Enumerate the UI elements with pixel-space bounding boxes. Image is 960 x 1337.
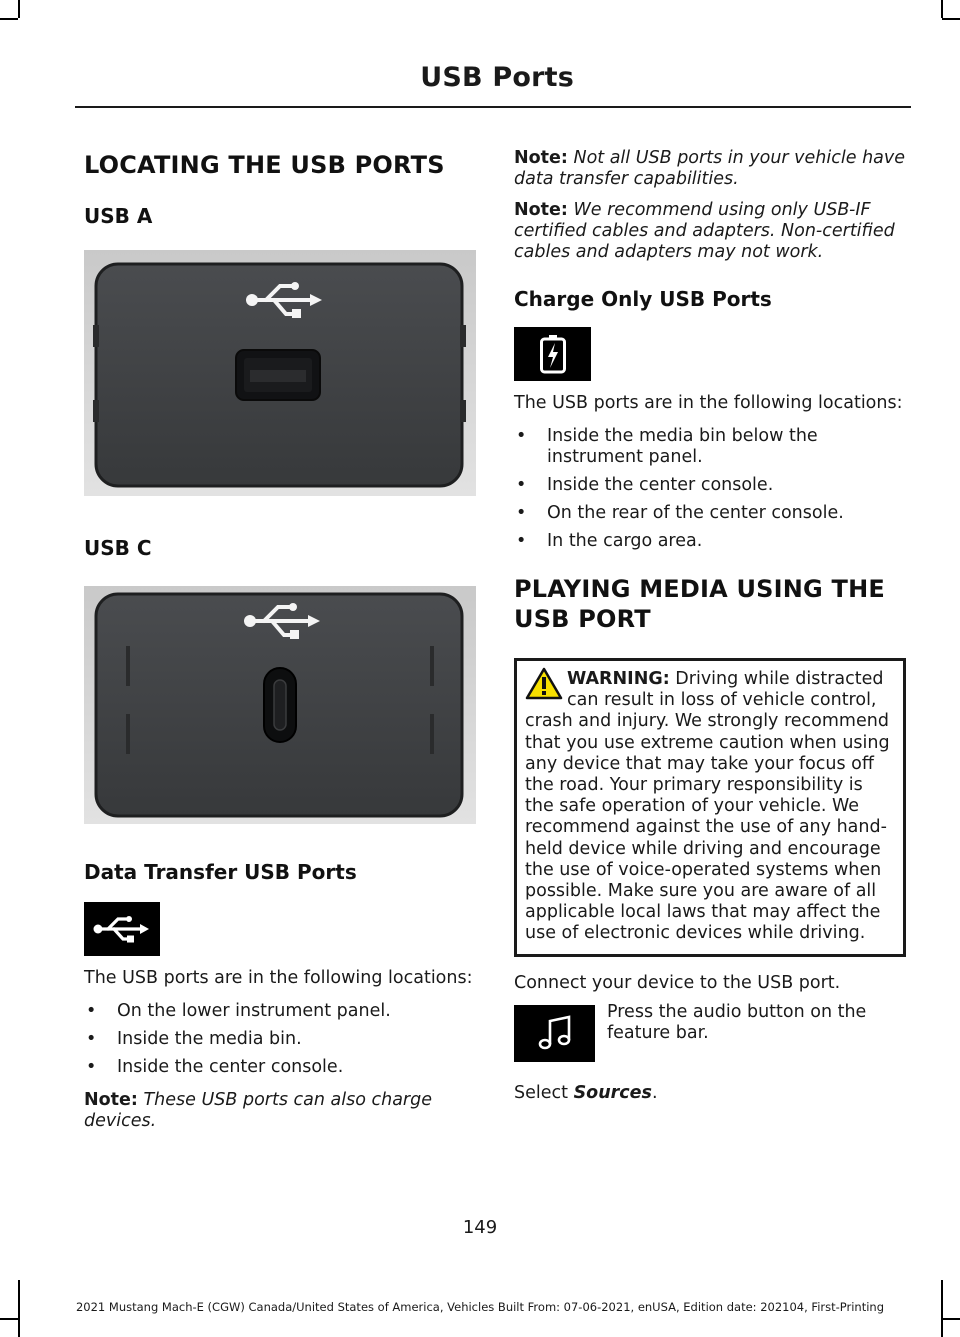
note-text: These USB ports can also charge devices. bbox=[84, 1090, 432, 1131]
data-transfer-heading: Data Transfer USB Ports bbox=[84, 860, 357, 884]
list-item: • On the rear of the center console. bbox=[514, 503, 906, 524]
warning-label: WARNING: bbox=[567, 669, 670, 689]
crop-mark bbox=[942, 18, 960, 20]
crop-mark bbox=[942, 1318, 960, 1320]
crop-mark bbox=[18, 0, 20, 18]
usb-c-port-illustration bbox=[84, 586, 476, 824]
sources-label: Sources bbox=[573, 1082, 652, 1103]
audio-button-row bbox=[514, 1001, 906, 1062]
note-label: Note: bbox=[84, 1090, 138, 1110]
title-divider bbox=[75, 106, 911, 108]
note-charge-devices bbox=[84, 1090, 476, 1132]
list-item: • Inside the center console. bbox=[84, 1057, 476, 1078]
section-title-line: PLAYING MEDIA USING THE bbox=[514, 575, 885, 603]
right-column bbox=[514, 140, 906, 1104]
left-column bbox=[84, 140, 476, 1132]
page-title: USB Ports bbox=[420, 62, 574, 93]
list-item: • Inside the center console. bbox=[514, 475, 906, 496]
battery-charge-icon bbox=[514, 327, 591, 381]
note-label: Note: bbox=[514, 200, 568, 220]
connect-text: Connect your device to the USB port. bbox=[514, 972, 841, 993]
usb-icon-glyph bbox=[92, 913, 152, 945]
warning-text: Driving while distracted can result in loss of vehicle control, crash and injury. We strongly recommend that you use extreme caution when using any device that may take your focus off the road. Your primary responsibility is the safe operation of your vehicle. We recommend against the use of any hand-held device while driving and encourage the use of voice-operated systems when possible. Make sure you are aware of all applicable local laws that may affect the use of electronic devices while driving. bbox=[525, 669, 890, 944]
select-prefix: Select bbox=[514, 1082, 574, 1103]
data-transfer-locations bbox=[84, 1001, 476, 1078]
list-item: • In the cargo area. bbox=[514, 531, 906, 552]
page-number: 149 bbox=[462, 1217, 498, 1238]
list-item: • Inside the media bin below the instrument panel. bbox=[514, 426, 906, 468]
music-note-glyph bbox=[538, 1015, 572, 1051]
press-audio-text: Press the audio button on the feature bar. bbox=[607, 1001, 867, 1043]
warning-box bbox=[514, 658, 906, 957]
crop-mark bbox=[0, 18, 18, 20]
usb-c-port-image bbox=[84, 586, 476, 824]
charge-locations bbox=[514, 426, 906, 552]
music-note-icon bbox=[514, 1005, 595, 1062]
crop-mark bbox=[0, 1318, 18, 1320]
section-title-locating: LOCATING THE USB PORTS bbox=[84, 151, 445, 179]
usb-c-heading: USB C bbox=[84, 536, 152, 560]
list-item: • On the lower instrument panel. bbox=[84, 1001, 476, 1022]
data-transfer-intro: The USB ports are in the following locations: bbox=[84, 968, 473, 988]
usb-a-port-image bbox=[84, 250, 476, 496]
crop-mark bbox=[941, 0, 943, 18]
usb-icon bbox=[84, 902, 160, 956]
list-item: • Inside the media bin. bbox=[84, 1029, 476, 1050]
charge-only-heading: Charge Only USB Ports bbox=[514, 287, 772, 311]
note-text: Not all USB ports in your vehicle have data transfer capabilities. bbox=[514, 148, 906, 189]
select-sources-text bbox=[514, 1083, 906, 1104]
footer-text: 2021 Mustang Mach-E (CGW) Canada/United States of America, Vehicles Built From: 07-06-2021, enUSA, Edition date: 202104, First-Printing bbox=[75, 1300, 884, 1314]
section-title-line: USB PORT bbox=[514, 605, 651, 633]
usb-a-heading: USB A bbox=[84, 204, 153, 228]
charge-intro: The USB ports are in the following locations: bbox=[514, 393, 903, 413]
note-text: We recommend using only USB-IF certified cables and adapters. Non-certified cables and adapters may not work. bbox=[514, 200, 895, 262]
usb-a-port-illustration bbox=[84, 250, 476, 496]
battery-charge-glyph bbox=[539, 334, 567, 374]
select-suffix: . bbox=[651, 1082, 658, 1103]
note-data-transfer bbox=[514, 148, 906, 190]
section-title-playing bbox=[514, 574, 906, 634]
warning-triangle-icon bbox=[525, 667, 563, 700]
note-label: Note: bbox=[514, 148, 568, 168]
note-certified-cables bbox=[514, 200, 906, 263]
